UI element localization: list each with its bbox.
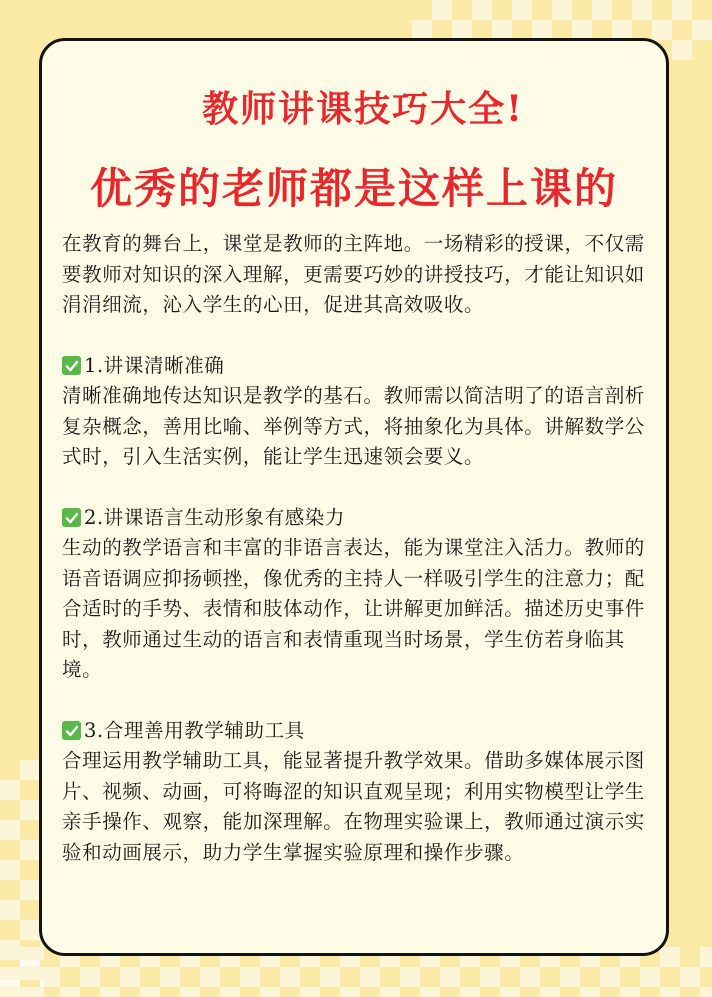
section-body: 合理运用教学辅助工具，能显著提升教学效果。借助多媒体展示图片、视频、动画，可将晦涩的知识直观呈现；利用实物模型让学生亲手操作、观察，能加深理解。在物理实验课上，教师通过演示实验和动画展示，助力学生掌握实验原理和操作步骤。 [62, 749, 645, 864]
title-line-2: 优秀的老师都是这样上课的 [89, 164, 618, 213]
section-heading-text: 2.讲课语言生动形象有感染力 [84, 505, 346, 529]
section-heading [62, 351, 648, 382]
section-2 [62, 503, 648, 686]
section-heading-text: 1.讲课清晰准确 [84, 353, 225, 377]
section-heading [62, 503, 648, 534]
section-body: 生动的教学语言和丰富的非语言表达，能为课堂注入活力。教师的语音语调应抑扬顿挫，像优秀的主持人一样吸引学生的注意力；配合适时的手势、表情和肢体动作，让讲解更加鲜活。描述历史事件时，教师通过生动的语言和表情重现当时场景，学生仿若身临其境。 [62, 536, 645, 681]
section-1 [62, 351, 648, 473]
content-card [39, 38, 669, 956]
section-3 [62, 716, 648, 869]
intro-paragraph: 在教育的舞台上，课堂是教师的主阵地。一场精彩的授课，不仅需要教师对知识的深入理解，更需要巧妙的讲授技巧，才能让知识如涓涓细流，沁入学生的心田，促进其高效吸收。 [62, 232, 645, 316]
article-body [62, 229, 648, 898]
section-heading-text: 3.合理善用教学辅助工具 [84, 718, 305, 742]
section-body: 清晰准确地传达知识是教学的基石。教师需以简洁明了的语言剖析复杂概念，善用比喻、举例等方式，将抽象化为具体。讲解数学公式时，引入生活实例，能让学生迅速领会要义。 [62, 384, 645, 468]
check-mark-icon [62, 508, 81, 527]
check-mark-icon [62, 356, 81, 375]
section-heading [62, 716, 648, 747]
title-line-1: 教师讲课技巧大全! [202, 88, 524, 130]
check-mark-icon [62, 721, 81, 740]
